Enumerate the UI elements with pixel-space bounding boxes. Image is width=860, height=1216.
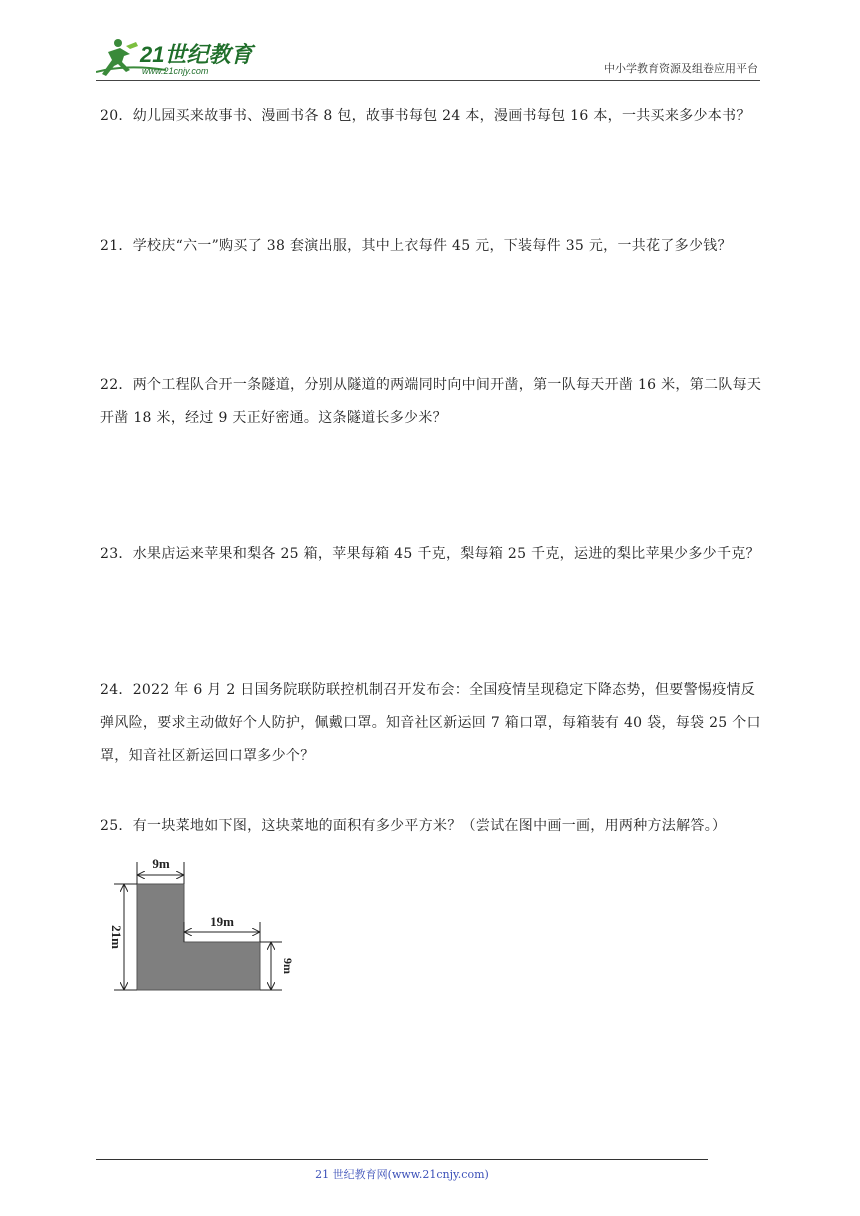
site-logo [96,34,261,78]
question-21: 21．学校庆“六一”购买了 38 套演出服，其中上衣每件 45 元，下装每件 35 元，一共花了多少钱？ [100,238,732,254]
logo-graphic [96,34,261,78]
platform-label: 中小学教育资源及组卷应用平台 [604,62,758,75]
garden-shape [137,884,260,990]
right-dimension-label: 9m [281,958,295,974]
page-header [96,30,760,81]
left-dimension-label: 21m [109,925,124,949]
footer-divider [96,1159,708,1160]
garden-figure [100,848,300,998]
question-23: 23．水果店运来苹果和梨各 25 箱，苹果每箱 45 千克，梨每箱 25 千克，运进的梨比苹果少多少千克？ [100,546,760,562]
middle-dimension-label: 19m [210,914,234,929]
logo-url-text: www.21cnjy.com [142,66,209,76]
question-24: 24．2022 年 6 月 2 日国务院联防联控机制召开发布会：全国疫情呈现稳定下降态势，但要警惕疫情反弹风险，要求主动做好个人防护，佩戴口罩。知音社区新运回 7 箱口罩，每箱装有 40 袋，每袋 25 个口罩，知音社区新运回口罩多少个？ [100,682,761,764]
top-dimension-label: 9m [152,856,170,871]
question-25: 25．有一块菜地如下图，这块菜地的面积有多少平方米？（尝试在图中画一画，用两种方法解答。） [100,818,727,834]
question-20: 20．幼儿园买来故事书、漫画书各 8 包，故事书每包 24 本，漫画书每包 16 本，一共买来多少本书？ [100,108,751,124]
logo-text: 21世纪教育 [140,42,253,67]
garden-diagram [100,848,300,998]
question-22: 22．两个工程队合开一条隧道，分别从隧道的两端同时向中间开凿，第一队每天开凿 16 米，第二队每天开凿 18 米，经过 9 天正好密通。这条隧道长多少米？ [100,377,762,426]
footer-link[interactable]: 21 世纪教育网(www.21cnjy.com) [315,1168,489,1181]
